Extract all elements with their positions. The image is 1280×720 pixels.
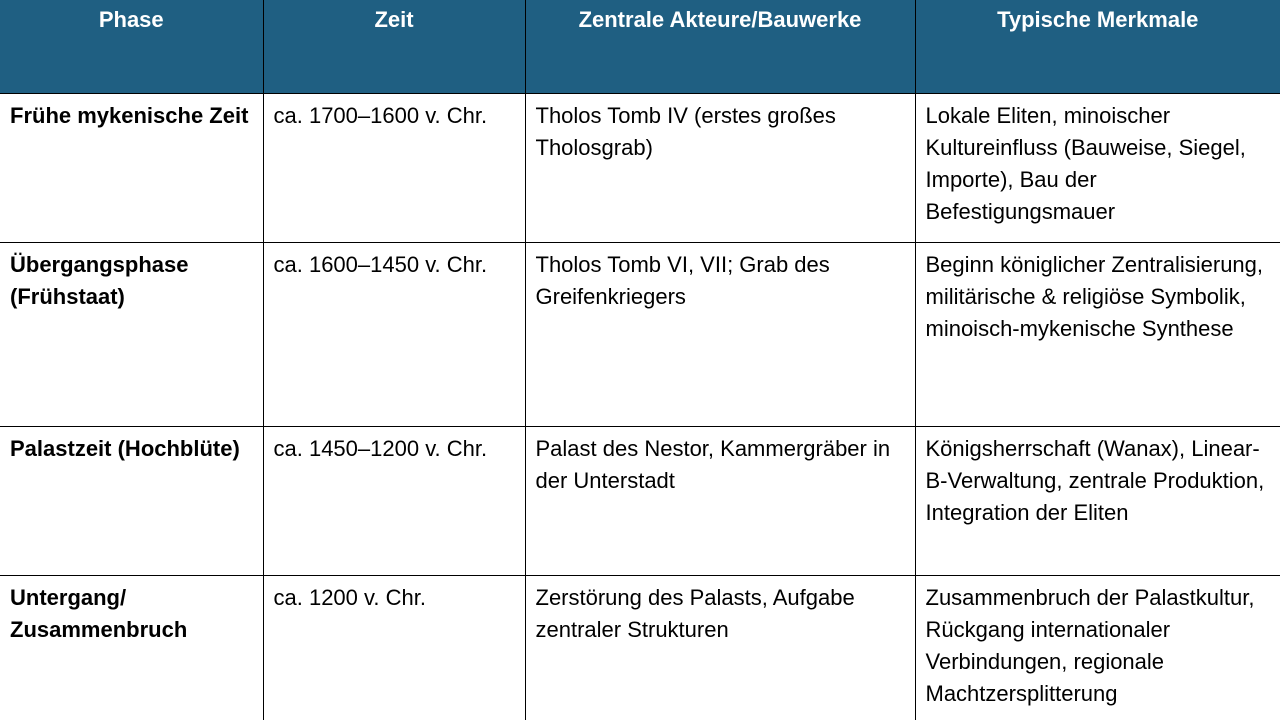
cell-phase: Palastzeit (Hochblüte) [0, 426, 263, 575]
cell-merkmale: Königsherrschaft (Wanax), Linear-B-Verwaltung, zentrale Produktion, Integration der Eliten [915, 426, 1280, 575]
cell-phase: Übergangsphase (Frühstaat) [0, 242, 263, 426]
cell-merkmale: Beginn königlicher Zentralisierung, militärische & religiöse Symbolik, minoisch-mykenische Synthese [915, 242, 1280, 426]
header-phase: Phase [0, 0, 263, 93]
table-row [0, 93, 1280, 242]
table-row [0, 242, 1280, 426]
cell-merkmale: Zusammenbruch der Palastkultur, Rückgang internationaler Verbindungen, regionale Machtzersplitterung [915, 575, 1280, 720]
cell-zeit: ca. 1700–1600 v. Chr. [263, 93, 525, 242]
cell-phase: Untergang/ Zusammenbruch [0, 575, 263, 720]
header-zeit: Zeit [263, 0, 525, 93]
table-row [0, 426, 1280, 575]
table-row [0, 575, 1280, 720]
cell-zeit: ca. 1450–1200 v. Chr. [263, 426, 525, 575]
cell-zeit: ca. 1200 v. Chr. [263, 575, 525, 720]
cell-akteure: Palast des Nestor, Kammergräber in der Unterstadt [525, 426, 915, 575]
cell-akteure: Tholos Tomb IV (erstes großes Tholosgrab) [525, 93, 915, 242]
header-merkmale: Typische Merkmale [915, 0, 1280, 93]
cell-akteure: Zerstörung des Palasts, Aufgabe zentraler Strukturen [525, 575, 915, 720]
header-row [0, 0, 1280, 93]
cell-akteure: Tholos Tomb VI, VII; Grab des Greifenkriegers [525, 242, 915, 426]
cell-phase: Frühe mykenische Zeit [0, 93, 263, 242]
header-akteure: Zentrale Akteure/Bauwerke [525, 0, 915, 93]
cell-merkmale: Lokale Eliten, minoischer Kultureinfluss (Bauweise, Siegel, Importe), Bau der Befestigungsmauer [915, 93, 1280, 242]
cell-zeit: ca. 1600–1450 v. Chr. [263, 242, 525, 426]
